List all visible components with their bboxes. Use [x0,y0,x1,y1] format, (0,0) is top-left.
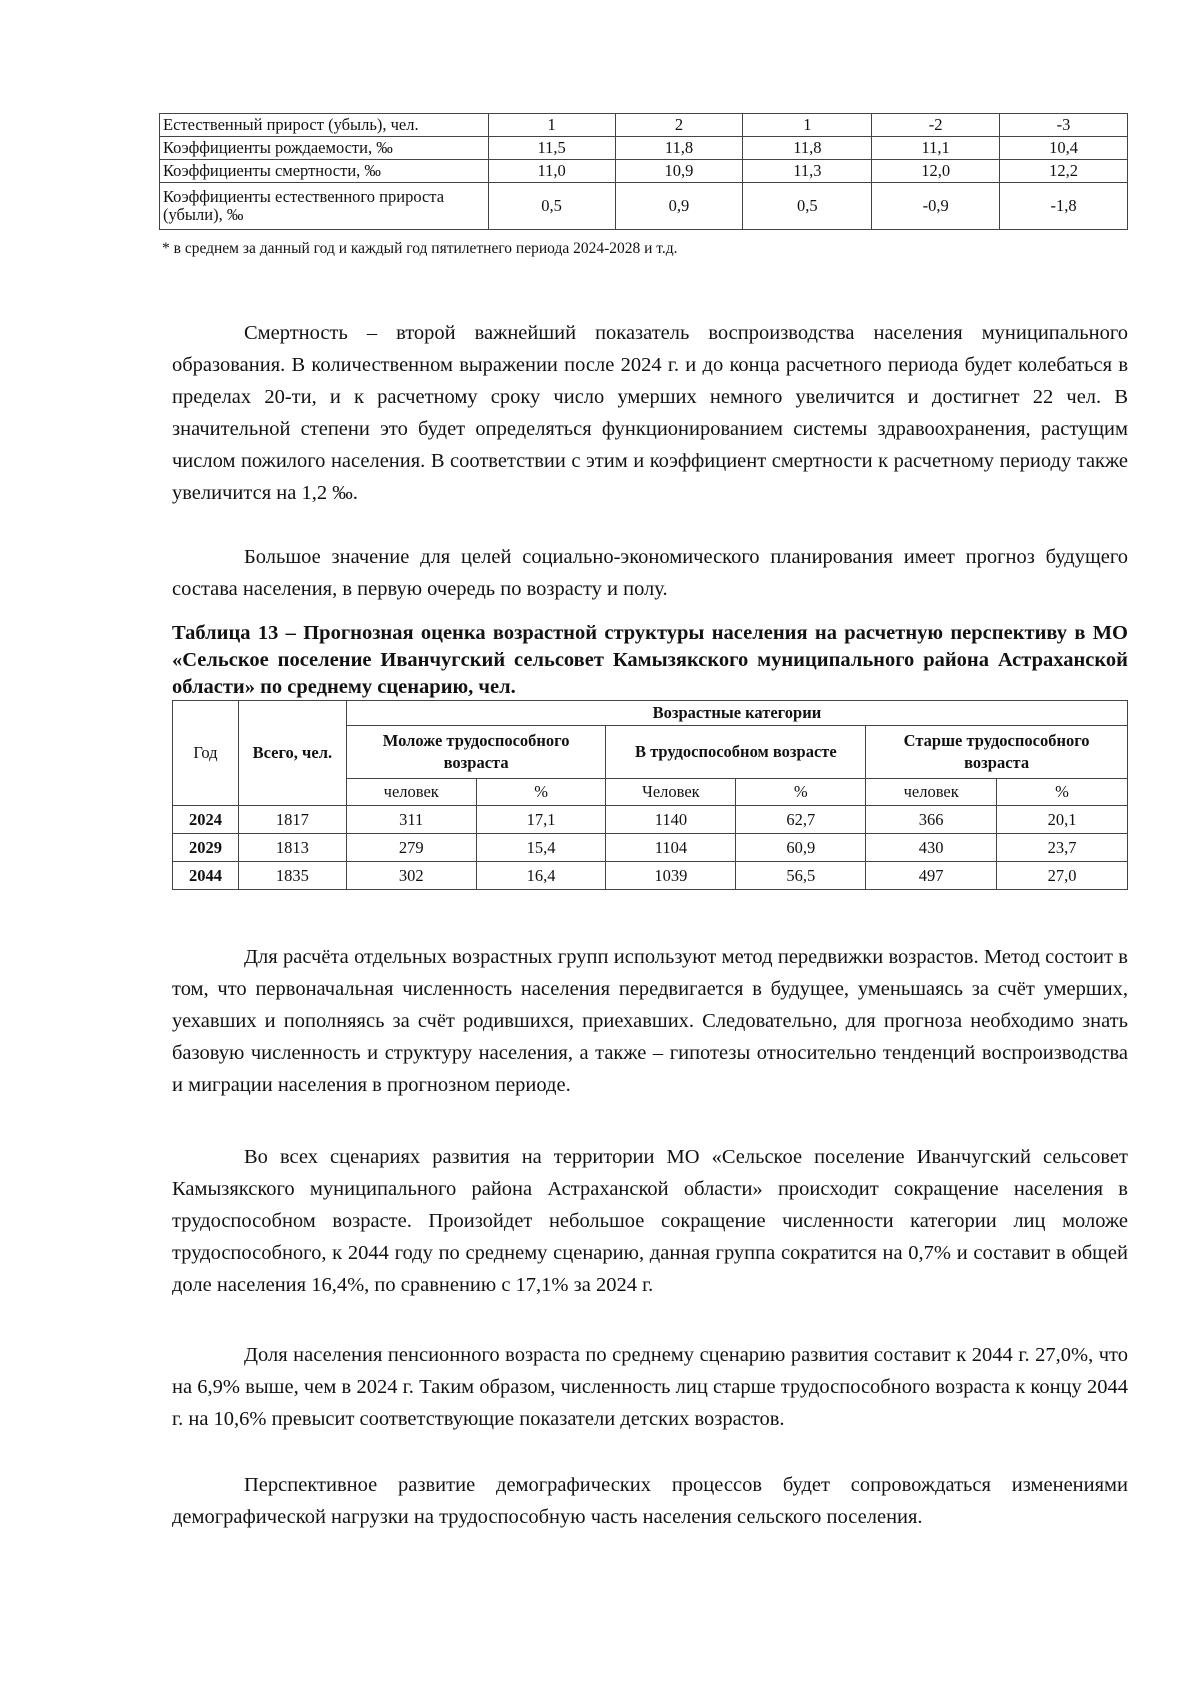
table-cell: 1 [743,114,872,137]
table-cell: -0,9 [872,183,1000,230]
table-cell: 311 [346,806,476,834]
table-cell: 1039 [606,862,736,890]
header-group-working: В трудоспособном возрасте [606,726,866,779]
row-year: 2044 [173,862,239,890]
row-total: 1817 [238,806,346,834]
table-cell: 430 [866,834,997,862]
table-cell: 279 [346,834,476,862]
row-total: 1813 [238,834,346,862]
table-header-row [173,701,1128,726]
header-age-categories: Возрастные категории [346,701,1127,726]
table-row [173,806,1128,834]
table-row [160,183,1128,230]
table-cell: 0,9 [615,183,743,230]
header-group-older: Старше трудоспособного возраста [866,726,1128,779]
paragraph-pension-share: Доля населения пенсионного возраста по среднему сценарию развития составит к 2044 г. 27,0%, что на 6,9% выше, чем в 2024 г. Таким образом, численность лиц старше трудоспособного возраста к концу 2044 г. на 10,6% превысит соответствующие показатели детских возрастов. [172,1343,1128,1430]
table-cell: 56,5 [736,862,866,890]
paragraph-forecast-importance: Большое значение для целей социально-экономического планирования имеет прогноз будущего состава населения, в первую очередь по возрасту и полу. [172,545,1128,600]
table-cell: 11,1 [872,137,1000,160]
row-label: Коэффициенты естественного прироста (убыли), ‰ [160,183,489,230]
table-cell: 16,4 [476,862,606,890]
table-row [160,160,1128,183]
table-cell: 23,7 [997,834,1128,862]
table-cell: 12,2 [1000,160,1128,183]
header-year: Год [173,701,239,806]
table-cell: 2 [615,114,743,137]
table-cell: 11,3 [743,160,872,183]
age-structure-table [172,700,1128,890]
table-cell: 60,9 [736,834,866,862]
row-year: 2024 [173,806,239,834]
table-cell: 497 [866,862,997,890]
table-cell: 15,4 [476,834,606,862]
table-cell: 62,7 [736,806,866,834]
table-cell: 27,0 [997,862,1128,890]
table-cell: 10,9 [615,160,743,183]
table-cell: -1,8 [1000,183,1128,230]
table-footnote: * в среднем за данный год и каждый год пятилетнего периода 2024-2028 и т.д. [162,240,678,257]
table-cell: 11,8 [615,137,743,160]
subheader-cell: % [997,779,1128,806]
table-cell: 366 [866,806,997,834]
table-row [160,137,1128,160]
table-cell: 0,5 [488,183,615,230]
table-cell: 20,1 [997,806,1128,834]
table-row [173,862,1128,890]
table-cell: 11,5 [488,137,615,160]
subheader-cell: % [476,779,606,806]
natural-growth-table [159,113,1128,230]
table-cell: 17,1 [476,806,606,834]
table-caption: Таблица 13 – Прогнозная оценка возрастной структуры населения на расчетную перспективу в МО «Сельское поселение Иванчугский сельсовет Камызякского муниципального района Астраханской области» по среднему сценарию, чел. [172,622,1128,698]
row-label: Естественный прирост (убыль), чел. [160,114,489,137]
subheader-cell: % [736,779,866,806]
row-total: 1835 [238,862,346,890]
row-year: 2029 [173,834,239,862]
subheader-cell: человек [346,779,476,806]
subheader-cell: Человек [606,779,736,806]
row-label: Коэффициенты смертности, ‰ [160,160,489,183]
row-label: Коэффициенты рождаемости, ‰ [160,137,489,160]
table-cell: 1104 [606,834,736,862]
paragraph-scenarios: Во всех сценариях развития на территории МО «Сельское поселение Иванчугский сельсовет Камызякского муниципального района Астраханской области» происходит сокращение населения в трудоспособном возрасте. Произойдет небольшое сокращение численности категории лиц моложе трудоспособного, к 2044 году по среднему сценарию, данная группа сократится на 0,7% и составит в общей доле населения 16,4%, по сравнению с 17,1% за 2024 г. [172,1145,1128,1296]
header-group-younger: Моложе трудоспособного возраста [346,726,606,779]
table-cell: 12,0 [872,160,1000,183]
table-row [173,834,1128,862]
table-cell: -3 [1000,114,1128,137]
table-row [160,114,1128,137]
table-cell: 1140 [606,806,736,834]
table-cell: -2 [872,114,1000,137]
table-cell: 10,4 [1000,137,1128,160]
table-cell: 0,5 [743,183,872,230]
table-cell: 11,0 [488,160,615,183]
table-cell: 1 [488,114,615,137]
header-total: Всего, чел. [238,701,346,806]
table-cell: 302 [346,862,476,890]
paragraph-method: Для расчёта отдельных возрастных групп используют метод передвижки возрастов. Метод состоит в том, что первоначальная численность населения передвигается в будущее, уменьшаясь за счёт умерших, уехавших и пополняясь за счёт родившихся, приехавших. Следовательно, для прогноза необходимо знать базовую численность и структуру населения, а также – гипотезы относительно тенденций воспроизводства и миграции населения в прогнозном периоде. [172,945,1128,1096]
table-cell: 11,8 [743,137,872,160]
paragraph-demographic-load: Перспективное развитие демографических процессов будет сопровождаться изменениями демографической нагрузки на трудоспособную часть населения сельского поселения. [172,1473,1128,1528]
paragraph-mortality: Смертность – второй важнейший показатель воспроизводства населения муниципального образования. В количественном выражении после 2024 г. и до конца расчетного периода будет колебаться в пределах 20-ти, и к расчетному сроку число умерших немного увеличится и достигнет 22 чел. В значительной степени это будет определяться функционированием системы здравоохранения, растущим числом пожилого населения. В соответствии с этим и коэффициент смертности к расчетному периоду также увеличится на 1,2 ‰. [172,321,1128,504]
subheader-cell: человек [866,779,997,806]
